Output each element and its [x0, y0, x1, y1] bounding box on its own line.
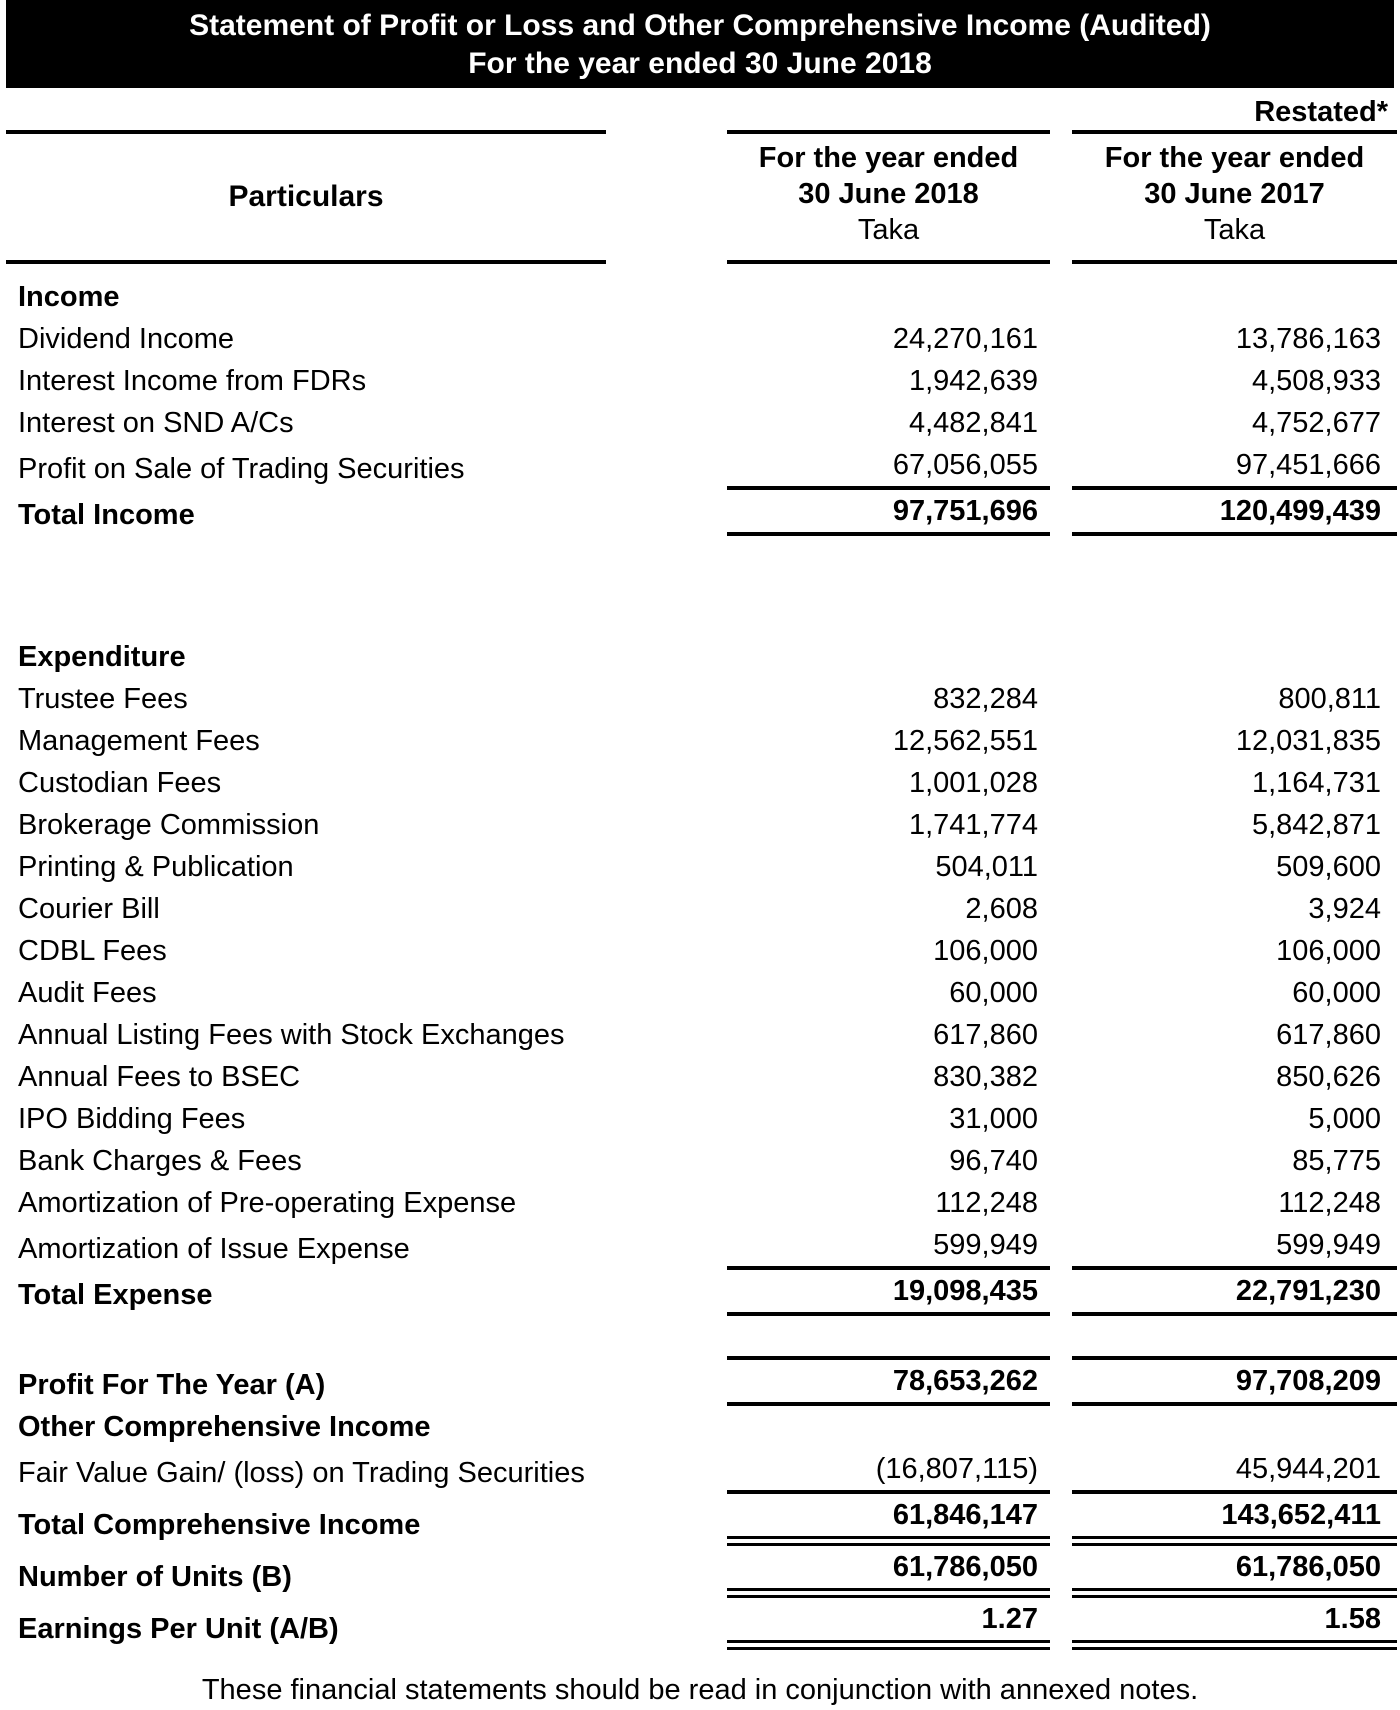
row-label: Total Expense [18, 1279, 213, 1311]
value-2018: 67,056,055 [727, 444, 1050, 490]
statement-rows [0, 276, 1400, 1650]
table-row [0, 1224, 1400, 1270]
table-row [0, 1140, 1400, 1182]
row-label: Interest Income from FDRs [18, 365, 367, 397]
value-2018: 599,949 [727, 1224, 1050, 1270]
row-label: Number of Units (B) [18, 1561, 292, 1593]
value-2017: 97,708,209 [1072, 1356, 1397, 1406]
row-label: Dividend Income [18, 323, 234, 355]
value-2017: 22,791,230 [1072, 1270, 1397, 1316]
value-2017: 97,451,666 [1072, 444, 1397, 490]
table-row [0, 888, 1400, 930]
value-2017: 112,248 [1278, 1187, 1381, 1219]
value-2018: 106,000 [933, 935, 1038, 967]
value-2017: 13,786,163 [1235, 323, 1381, 355]
row-label: Profit on Sale of Trading Securities [18, 453, 465, 485]
value-2018: 96,740 [949, 1145, 1038, 1177]
value-2018: 617,860 [933, 1019, 1038, 1051]
value-2017: 1.58 [1072, 1598, 1397, 1650]
value-2018: 24,270,161 [892, 323, 1038, 355]
value-2017: 120,499,439 [1072, 490, 1397, 536]
row-label: Annual Fees to BSEC [18, 1061, 301, 1093]
statement-title-line2: For the year ended 30 June 2018 [468, 47, 932, 80]
table-row [0, 1098, 1400, 1140]
value-2017: 509,600 [1276, 851, 1381, 883]
column-2018-period-line2: 30 June 2018 [798, 178, 979, 210]
row-label: Profit For The Year (A) [18, 1369, 326, 1401]
value-2018: 19,098,435 [727, 1270, 1050, 1316]
row-label: Management Fees [18, 725, 260, 757]
column-header-2017 [1072, 130, 1397, 264]
value-2017: 800,811 [1278, 683, 1381, 715]
row-label: Other Comprehensive Income [18, 1411, 431, 1443]
value-2018: 4,482,841 [908, 407, 1038, 439]
column-2018-currency-unit: Taka [857, 214, 920, 246]
value-2017: 5,000 [1308, 1103, 1381, 1135]
value-2017: 45,944,201 [1072, 1448, 1397, 1494]
value-2018: 60,000 [949, 977, 1038, 1009]
row-label: Annual Listing Fees with Stock Exchanges [18, 1019, 565, 1051]
value-2017: 85,775 [1292, 1145, 1381, 1177]
value-2017: 60,000 [1292, 977, 1381, 1009]
section-header-row [0, 636, 1400, 678]
particulars-header: Particulars [6, 130, 606, 264]
value-2017: 850,626 [1276, 1061, 1381, 1093]
row-label: Earnings Per Unit (A/B) [18, 1613, 339, 1645]
table-row [0, 846, 1400, 888]
value-2018: 78,653,262 [727, 1356, 1050, 1406]
value-2017: 4,752,677 [1251, 407, 1381, 439]
value-2018: 1,001,028 [908, 767, 1038, 799]
statement-title-bar [6, 0, 1394, 88]
row-label: IPO Bidding Fees [18, 1103, 246, 1135]
restated-note: Restated* [1254, 96, 1388, 128]
row-label: Custodian Fees [18, 767, 222, 799]
section-header-row [0, 1406, 1400, 1448]
table-row [0, 1056, 1400, 1098]
column-2017-period-line2: 30 June 2017 [1144, 178, 1325, 210]
row-label: Printing & Publication [18, 851, 294, 883]
value-2018: 1.27 [727, 1598, 1050, 1650]
value-2017: 617,860 [1276, 1019, 1381, 1051]
footer-note: These financial statements should be read in conjunction with annexed notes. [201, 1674, 1199, 1706]
row-label: CDBL Fees [18, 935, 167, 967]
value-2017: 12,031,835 [1235, 725, 1381, 757]
value-2018: 31,000 [949, 1103, 1038, 1135]
table-row [0, 1494, 1400, 1546]
table-row [0, 678, 1400, 720]
value-2017: 143,652,411 [1072, 1494, 1397, 1546]
row-label: Trustee Fees [18, 683, 188, 715]
value-2017: 4,508,933 [1251, 365, 1381, 397]
row-label: Expenditure [18, 641, 186, 673]
row-label: Income [18, 281, 120, 313]
column-2018-period-line1: For the year ended [758, 142, 1019, 174]
value-2018: (16,807,115) [727, 1448, 1050, 1494]
table-row [0, 930, 1400, 972]
table-row [0, 1270, 1400, 1316]
value-2018: 97,751,696 [727, 490, 1050, 536]
row-label: Amortization of Issue Expense [18, 1233, 410, 1265]
table-row [0, 1546, 1400, 1598]
row-label: Interest on SND A/Cs [18, 407, 294, 439]
value-2018: 504,011 [935, 851, 1038, 883]
value-2017: 5,842,871 [1251, 809, 1381, 841]
value-2018: 61,846,147 [727, 1494, 1050, 1546]
table-row [0, 972, 1400, 1014]
value-2017: 61,786,050 [1072, 1546, 1397, 1598]
table-row [0, 804, 1400, 846]
value-2018: 2,608 [965, 893, 1038, 925]
table-row [0, 1448, 1400, 1494]
row-label: Total Income [18, 499, 195, 531]
table-row [0, 762, 1400, 804]
row-label: Brokerage Commission [18, 809, 320, 841]
value-2018: 1,942,639 [908, 365, 1038, 397]
value-2017: 3,924 [1308, 893, 1381, 925]
table-row [0, 720, 1400, 762]
table-row [0, 1182, 1400, 1224]
value-2018: 1,741,774 [908, 809, 1038, 841]
table-row [0, 490, 1400, 536]
column-2017-currency-unit: Taka [1203, 214, 1266, 246]
table-row [0, 1598, 1400, 1650]
row-label: Amortization of Pre-operating Expense [18, 1187, 517, 1219]
value-2017: 106,000 [1276, 935, 1381, 967]
value-2017: 599,949 [1072, 1224, 1397, 1270]
row-label: Bank Charges & Fees [18, 1145, 302, 1177]
row-label: Audit Fees [18, 977, 157, 1009]
table-row [0, 402, 1400, 444]
section-header-row [0, 276, 1400, 318]
table-header [0, 130, 1400, 264]
value-2018: 12,562,551 [892, 725, 1038, 757]
statement-title-line1: Statement of Profit or Loss and Other Comprehensive Income (Audited) [189, 9, 1211, 42]
table-row [0, 318, 1400, 360]
value-2018: 61,786,050 [727, 1546, 1050, 1598]
value-2017: 1,164,731 [1251, 767, 1381, 799]
value-2018: 112,248 [935, 1187, 1038, 1219]
value-2018: 830,382 [933, 1061, 1038, 1093]
column-header-2018 [727, 130, 1050, 264]
row-label: Courier Bill [18, 893, 160, 925]
table-row [0, 444, 1400, 490]
row-label: Total Comprehensive Income [18, 1509, 421, 1541]
column-2017-period-line1: For the year ended [1104, 142, 1365, 174]
table-row [0, 1014, 1400, 1056]
row-label: Fair Value Gain/ (loss) on Trading Securities [18, 1457, 585, 1489]
value-2018: 832,284 [933, 683, 1038, 715]
table-row [0, 1356, 1400, 1406]
table-row [0, 360, 1400, 402]
